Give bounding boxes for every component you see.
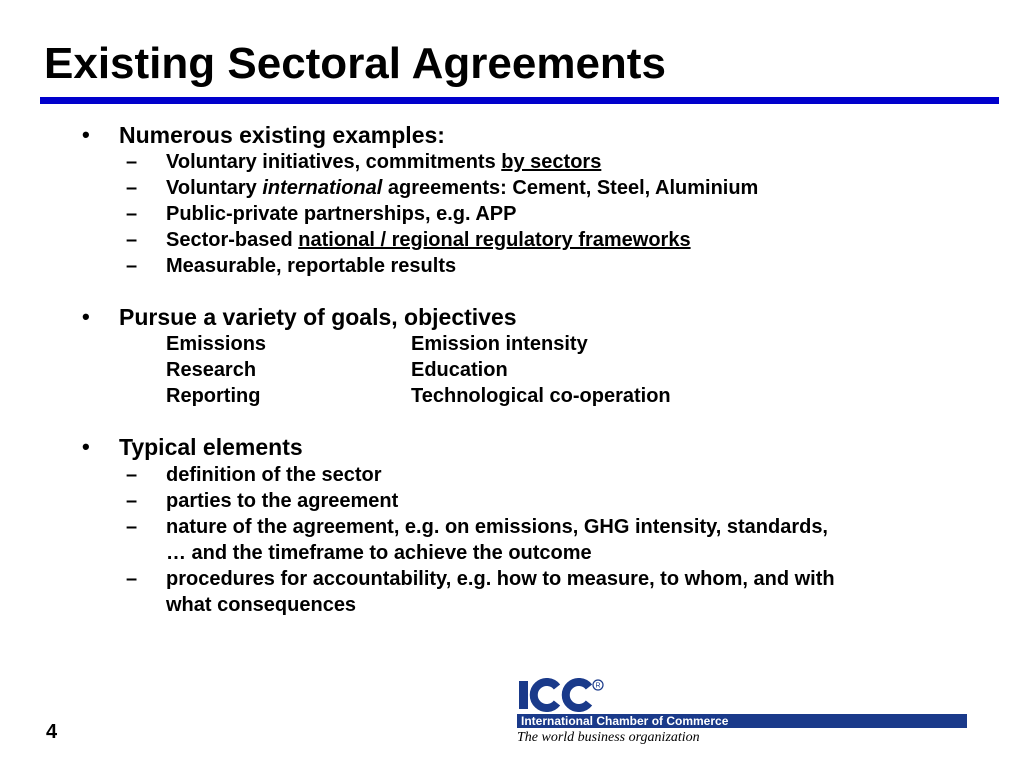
sub-bullet-text: procedures for accountability, e.g. how to measure, to whom, and with: [166, 568, 835, 590]
sub-bullet-procedures: [126, 568, 835, 590]
sub-bullet-procedures-continued: what consequences: [166, 594, 357, 616]
slide-number: 4: [46, 721, 58, 743]
dash-icon: –: [126, 516, 138, 538]
dash-icon: –: [126, 464, 138, 486]
goal-right: Technological co-operation: [411, 385, 671, 407]
sub-bullet-nature-continued: … and the timeframe to achieve the outcome: [166, 542, 592, 564]
sub-bullet-text: agreements: Cement, Steel, Aluminium: [382, 177, 759, 199]
sub-bullet-text: definition of the sector: [166, 464, 382, 486]
logo-tagline: The world business organization: [517, 730, 700, 745]
goal-left: Reporting: [166, 385, 261, 407]
bullet-heading: Pursue a variety of goals, objectives: [119, 304, 517, 330]
sub-bullet-text: parties to the agreement: [166, 490, 399, 512]
bullet-icon: •: [82, 304, 90, 329]
goals-row: [166, 334, 766, 354]
goal-left: Research: [166, 359, 257, 381]
svg-text:R: R: [595, 682, 601, 690]
dash-icon: –: [126, 490, 138, 512]
sub-bullet-public-private: [126, 203, 517, 225]
bullet-icon: •: [82, 434, 90, 459]
sub-bullet-nature: [126, 516, 828, 538]
goals-row: [166, 360, 766, 380]
by-sectors-text: by sectors: [501, 151, 602, 173]
bullet-icon: •: [82, 122, 90, 147]
icc-letters-icon: [517, 678, 607, 712]
dash-icon: –: [126, 255, 138, 277]
dash-icon: –: [126, 151, 138, 173]
goal-right: Education: [411, 359, 508, 381]
sub-bullet-parties: [126, 490, 399, 512]
international-text: international: [262, 177, 383, 199]
regulatory-frameworks-text: national / regional regulatory frameworks: [298, 229, 691, 251]
bullet-heading: Numerous existing examples:: [119, 122, 445, 148]
dash-icon: –: [126, 177, 138, 199]
bullet-heading: Typical elements: [119, 434, 303, 460]
sub-bullet-text: Voluntary initiatives, commitments: [166, 151, 502, 173]
icc-logo: [517, 678, 967, 748]
sub-bullet-text: Voluntary: [166, 177, 263, 199]
sub-bullet-sector-based: [126, 229, 691, 251]
sub-bullet-international-agreements: [126, 177, 759, 199]
goal-right: Emission intensity: [411, 333, 588, 355]
sub-bullet-text: Measurable, reportable results: [166, 255, 457, 277]
dash-icon: –: [126, 229, 138, 251]
goals-row: [166, 386, 766, 406]
sub-bullet-text: Sector-based: [166, 229, 299, 251]
bullet-pursue-goals: [82, 304, 517, 330]
sub-bullet-text: Public-private partnerships, e.g. APP: [166, 203, 517, 225]
sub-bullet-voluntary-initiatives: [126, 151, 602, 173]
logo-name-bar: International Chamber of Commerce: [517, 714, 967, 728]
bullet-numerous-examples: [82, 122, 445, 148]
bullet-typical-elements: [82, 434, 303, 460]
slide-title: Existing Sectoral Agreements: [44, 39, 666, 88]
dash-icon: –: [126, 568, 138, 590]
sub-bullet-text: nature of the agreement, e.g. on emissions, GHG intensity, standards,: [166, 516, 828, 538]
goal-left: Emissions: [166, 333, 267, 355]
sub-bullet-definition: [126, 464, 382, 486]
sub-bullet-measurable-results: [126, 255, 457, 277]
dash-icon: –: [126, 203, 138, 225]
